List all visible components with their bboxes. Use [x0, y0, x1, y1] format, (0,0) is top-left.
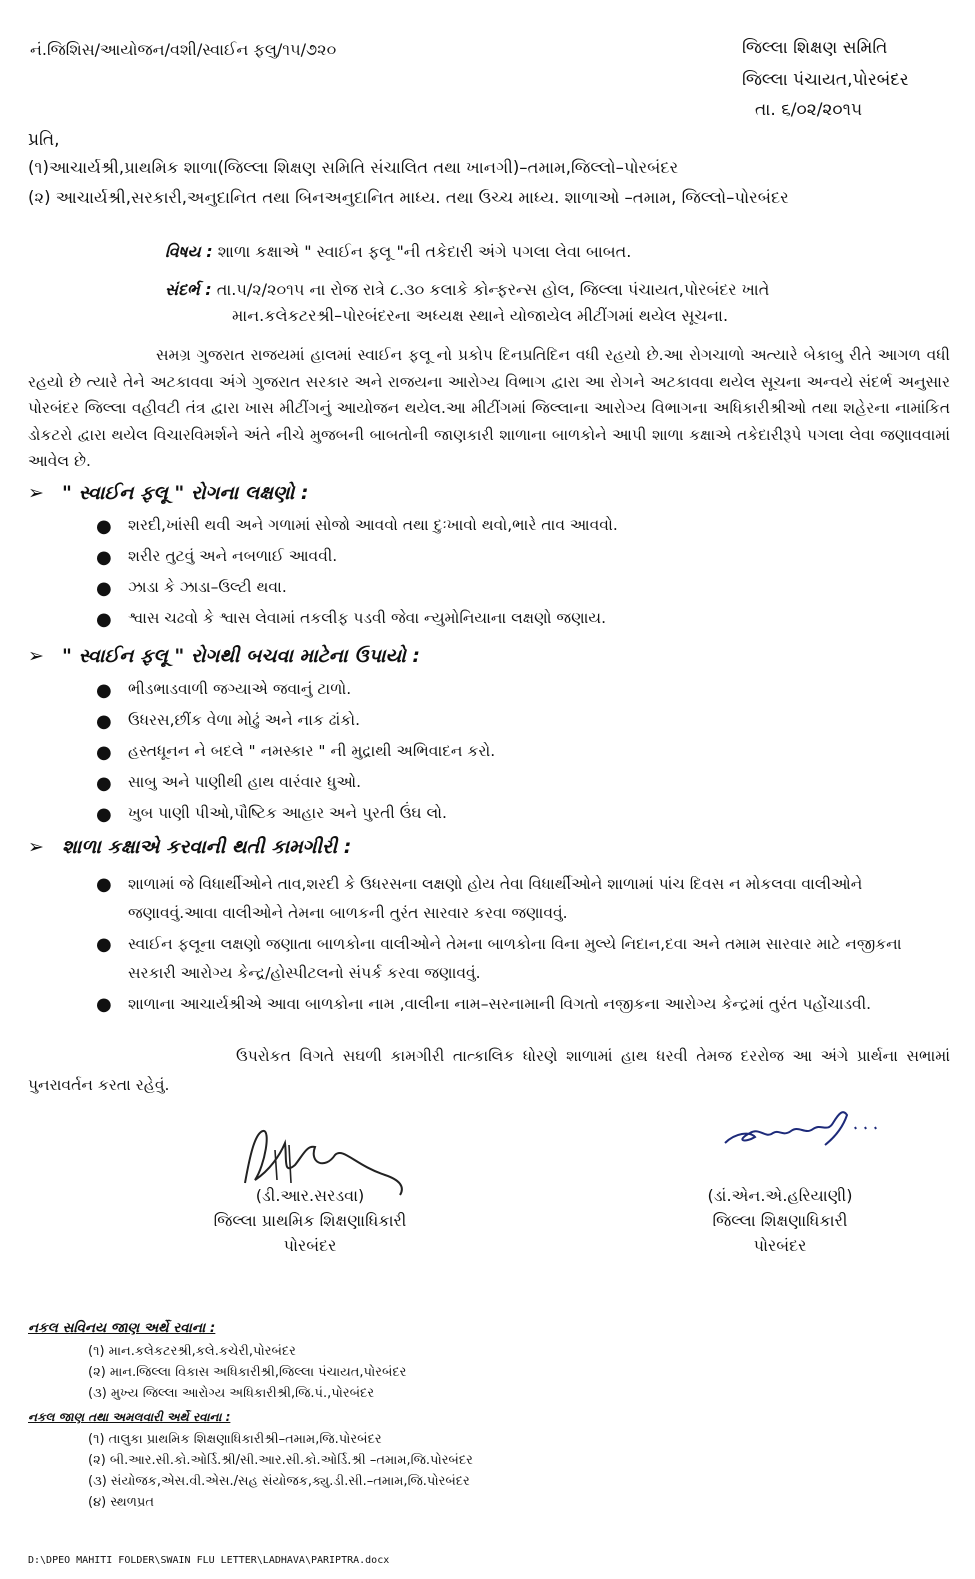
list-item-text: હસ્તધૂનન ને બદલે " નમસ્કાર " ની મુદ્રાથી અભિવાદન કરો. — [128, 742, 496, 760]
bullet-icon: ● — [96, 578, 112, 599]
list-item — [96, 804, 495, 835]
reference-line-2: માન.કલેકટરશ્રી–પોરબંદરના અધ્યક્ષ સ્થાને યોજાયેલ મીટીંગમાં થયેલ સૂચના. — [232, 306, 729, 325]
signatory-name: (ડી.આર.સરડવા) — [255, 1186, 365, 1205]
closing-paragraph — [28, 1042, 950, 1100]
subject-text: શાળા કક્ષાએ " સ્વાઈન ફલૂ "ની તકેદારી અંગે પગલા લેવા બાબત. — [212, 242, 632, 261]
list-item — [96, 547, 618, 578]
list-item — [96, 990, 948, 1019]
subject-line — [165, 242, 631, 262]
document-file-path: D:\DPEO MAHITI FOLDER\SWAIN FLU LETTER\LADHAVA\PARIPTRA.docx — [28, 1555, 390, 1566]
symptoms-list — [96, 516, 618, 640]
list-item: (૩) સંયોજક,એસ.વી.એસ./સહ સંયોજક,ક્યુ.ડી.સી.–તમામ,જિ.પોરબંદર — [88, 1474, 470, 1489]
school-tasks-list — [96, 870, 948, 1021]
list-item — [96, 711, 495, 742]
list-item-text: ભીડભાડવાળી જગ્યાએ જવાનું ટાળો. — [128, 680, 352, 698]
list-item — [96, 870, 948, 928]
copy-list-heading-2: નકલ જાણ તથા અમલવારી અર્થે રવાના : — [28, 1410, 231, 1424]
section-heading-symptoms — [28, 482, 308, 504]
signatory-place: પોરબંદર — [753, 1236, 807, 1255]
bullet-icon: ● — [96, 609, 112, 630]
list-item — [96, 609, 618, 640]
list-item: (૩) મુખ્ય જિલ્લા આરોગ્ય અધિકારીશ્રી,જિ.પં.,પોરબંદર — [88, 1386, 375, 1401]
signature-block-2 — [670, 1183, 890, 1258]
list-item — [96, 742, 495, 773]
bullet-icon: ● — [96, 874, 112, 895]
office-name: જિલ્લા શિક્ષણ સમિતિ — [742, 38, 888, 58]
list-item-text: શરીર તુટવું અને નબળાઈ આવવી. — [128, 547, 338, 565]
recipient-line-2: (૨) આચાર્યશ્રી,સરકારી,અનુદાનિત તથા બિનઅનુદાનિત માધ્ય. તથા ઉચ્ચ માધ્ય. શાળાઓ –તમામ, જિલ્લો–પોરબંદર — [28, 188, 789, 207]
reference-text-1: તા.૫/૨/૨૦૧૫ ના રોજ રાત્રે ૮.૩૦ કલાકે કોન્ફરન્સ હોલ, જિલ્લા પંચાયત,પોરબંદર ખાતે — [211, 280, 770, 299]
list-item — [96, 930, 948, 988]
copy-list-1 — [88, 1344, 406, 1407]
list-item: (૧) માન.કલેકટરશ્રી,કલે.કચેરી,પોરબંદર — [88, 1344, 296, 1359]
bullet-icon: ● — [96, 711, 112, 732]
copy-list-2 — [88, 1432, 473, 1516]
list-item — [96, 578, 618, 609]
list-item: (૧) તાલુકા પ્રાથમિક શિક્ષણાધિકારીશ્રી–તમામ,જિ.પોરબંદર — [88, 1432, 382, 1447]
bullet-icon: ● — [96, 742, 112, 763]
signatory-place: પોરબંદર — [283, 1236, 337, 1255]
list-item: (૨) માન.જિલ્લા વિકાસ અધિકારીશ્રી,જિલ્લા પંચાયત,પોરબંદર — [88, 1365, 407, 1380]
list-item: (૨) બી.આર.સી.કો.ઓર્ડિ.શ્રી/સી.આર.સી.કો.ઓર્ડિ.શ્રી –તમામ,જિ.પોરબંદર — [88, 1453, 473, 1468]
arrow-bullet-icon: ➢ — [28, 836, 44, 858]
recipient-line-1: (૧)આચાર્યશ્રી,પ્રાથમિક શાળા(જિલ્લા શિક્ષણ સમિતિ સંચાલિત તથા ખાનગી)–તમામ,જિલ્લો–પોરબંદર — [28, 158, 679, 177]
bullet-icon: ● — [96, 547, 112, 568]
list-item-text: શ્વાસ ચઢવો કે શ્વાસ લેવામાં તકલીફ પડવી જેવા ન્યુમોનિયાના લક્ષણો જણાય. — [128, 609, 607, 627]
section-heading-text: " સ્વાઈન ફલૂ " રોગથી બચવા માટેના ઉપાયો : — [62, 645, 420, 667]
body-paragraph-text: સમગ્ર ગુજરાત રાજયમાં હાલમાં સ્વાઈન ફલૂ નો પ્રકોપ દિનપ્રતિદિન વધી રહયો છે.આ રોગચાળો અત્યારે બેકાબુ રીતે આગળ વધી રહયો છે ત્યારે તેને અટકાવવા અંગે ગુજરાત સરકાર અને રાજયના આરોગ્ય વિભાગ દ્વારા આ રોગને અટકાવવા થયેલ સૂચના અન્વયે સંદર્ભ અનુસાર પોરબંદર જિલ્લા વહીવટી તંત્ર દ્વારા ખાસ મીટીંગનું આયોજન થયેલ.આ મીટીંગમાં જિલ્લાના આરોગ્ય વિભાગના અધિકારીશ્રીઓ તથા શહેરના નામાંકિત ડોકટરો દ્વારા થયેલ વિચારવિમર્શને અંતે નીચે મુજબની બાબતોની જાણકારી શાળાના બાળકોને આપી શાળા કક્ષાએ તકેદારીરૂપે પગલા લેવા જણાવવામાં આવેલ છે. — [28, 346, 950, 470]
reference-label: સંદર્ભ : — [165, 280, 212, 299]
list-item-text: શરદી,ખાંસી થવી અને ગળામાં સોજો આવવો તથા દુઃખાવો થવો,ભારે તાવ આવવો. — [128, 516, 618, 534]
subject-label: વિષય : — [165, 242, 213, 261]
section-heading-text: " સ્વાઈન ફલૂ " રોગના લક્ષણો : — [62, 482, 309, 504]
section-heading-prevention — [28, 645, 420, 667]
signature-block-1 — [200, 1183, 420, 1258]
bullet-icon: ● — [96, 680, 112, 701]
arrow-bullet-icon: ➢ — [28, 645, 44, 667]
letter-date: તા. ૬/૦૨/૨૦૧૫ — [755, 100, 863, 120]
bullet-icon: ● — [96, 516, 112, 537]
section-heading-text: શાળા કક્ષાએ કરવાની થતી કામગીરી : — [62, 836, 352, 858]
section-heading-school-tasks — [28, 836, 351, 858]
copy-list-heading-1: નકલ સવિનય જાણ અર્થે રવાના : — [28, 1320, 216, 1336]
list-item-text: ઉધરસ,છીંક વેળા મોઢું અને નાક ઢાંકો. — [128, 711, 361, 729]
prevention-list — [96, 680, 495, 835]
signatory-title: જિલ્લા પ્રાથમિક શિક્ષણાધિકારી — [213, 1211, 407, 1230]
list-item: (૪) સ્થળપ્રત — [88, 1495, 154, 1510]
list-item-text: શાળામાં જે વિધાર્થીઓને તાવ,શરદી કે ઉધરસના લક્ષણો હોય તેવા વિધાર્થીઓને શાળામાં પાંચ દિવસ ન મોકલવા વાલીઓને જણાવવું.આવા વાલીઓને તેમના બાળકની તુરંત સારવાર કરવા જણાવવું. — [128, 875, 863, 922]
body-paragraph — [28, 342, 950, 475]
list-item-text: ખુબ પાણી પીઓ,પૌષ્ટિક આહાર અને પુરતી ઉંઘ લો. — [128, 804, 447, 822]
bullet-icon: ● — [96, 994, 112, 1015]
list-item-text: સાબુ અને પાણીથી હાથ વારંવાર ધુઓ. — [128, 773, 362, 791]
list-item-text: શાળાના આચાર્યશ્રીએ આવા બાળકોના નામ ,વાલીના નામ–સરનામાની વિગતો નજીકના આરોગ્ય કેન્દ્રમાં તુરંત પહોંચાડવી. — [128, 995, 872, 1013]
signatory-title: જિલ્લા શિક્ષણાધિકારી — [712, 1211, 848, 1230]
bullet-icon: ● — [96, 773, 112, 794]
bullet-icon: ● — [96, 804, 112, 825]
recipient-salutation: પ્રતિ, — [28, 130, 60, 150]
office-address: જિલ્લા પંચાયત,પોરબંદર — [742, 70, 909, 90]
list-item — [96, 516, 618, 547]
reference-line — [165, 280, 769, 300]
letter-reference-number: નં.જિશિસ/આયોજન/વશી/સ્વાઈન ફલુ/૧૫/૭૨૦ — [30, 40, 337, 59]
list-item — [96, 773, 495, 804]
list-item-text: સ્વાઈન ફલૂના લક્ષણો જણાતા બાળકોના વાલીઓને તેમના બાળકોના વિના મુલ્યે નિદાન,દવા અને તમામ સારવાર માટે નજીકના સરકારી આરોગ્ય કેન્દ્ર/હોસ્પીટલનો સંપર્ક કરવા જણાવવું. — [128, 935, 902, 982]
list-item-text: ઝાડા કે ઝાડા–ઉલ્ટી થવા. — [128, 578, 287, 596]
arrow-bullet-icon: ➢ — [28, 482, 44, 504]
signature-2-image — [715, 1103, 890, 1158]
closing-paragraph-text: ઉપરોકત વિગતે સઘળી કામગીરી તાત્કાલિક ધોરણે શાળામાં હાથ ધરવી તેમજ દરરોજ આ અંગે પ્રાર્થના સભામાં પુનરાવર્તન કરતા રહેવું. — [28, 1047, 950, 1094]
signatory-name: (ડાં.એન.એ.હરિયાણી) — [707, 1186, 853, 1205]
bullet-icon: ● — [96, 934, 112, 955]
list-item — [96, 680, 495, 711]
